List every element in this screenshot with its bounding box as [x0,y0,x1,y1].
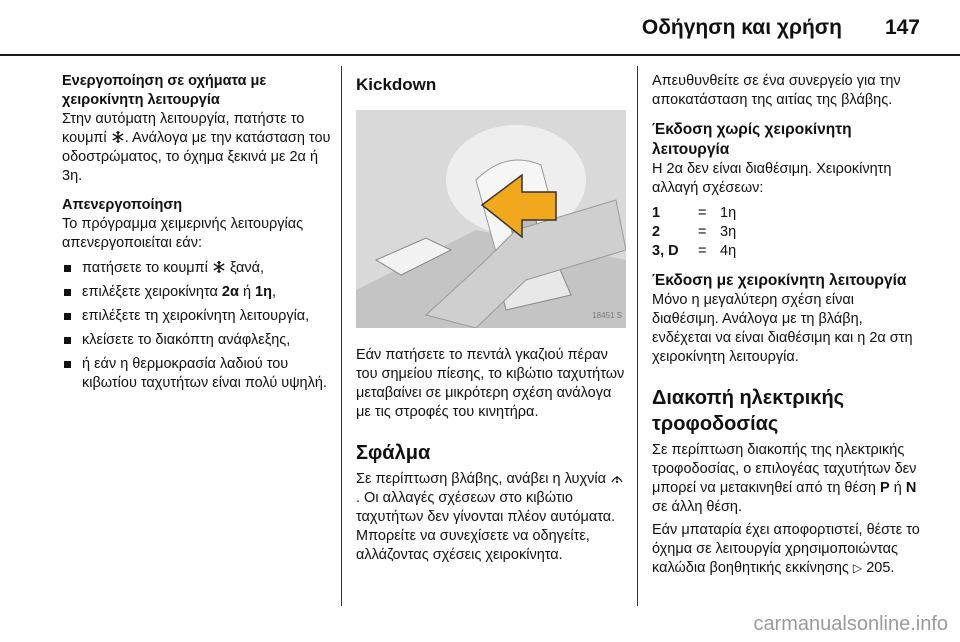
paragraph: Η 2α δεν είναι διαθέσιμη. Χειροκίνητη αλλαγή σχέσεων: [652,161,892,196]
gear-table [652,204,736,261]
snowflake-icon [212,260,226,274]
table-row: 3, D = 4η [652,243,737,259]
section-heading: Έκδοση χωρίς χειροκίνητη λειτουργία [652,121,852,158]
pedal-drawing [356,110,626,328]
column-2 [356,72,626,565]
section-heading: Απενεργοποίηση [62,197,183,213]
paragraph: Εάν πατήσετε το πεντάλ γκαζιού πέραν του σημείου πίεσης, το κιβώτιο ταχυτήτων μεταβαίνει σε μικρότερη σχέση ανάλογα με τις στροφές του κινητήρα. [356,347,625,420]
table-row: 2 = 3η [652,224,737,240]
column-1 [62,72,338,398]
bullet-list [62,259,338,393]
page-reference[interactable]: 205. [866,560,895,576]
list-item: επιλέξετε χειροκίνητα 2α ή 1η, [62,283,338,302]
paragraph: Στην αυτόματη λειτουργία, πατήστε το κουμπί . Ανάλογα με την κατάσταση του οδοστρώματος, το όχημα ξεκινά με 2α ή 3η. [62,111,331,184]
column-3 [652,72,922,578]
chapter-title: Οδήγηση και χρήση [641,16,842,39]
section-heading: Διακοπή ηλεκτρικής τροφοδοσίας [652,387,845,435]
paragraph: Απευθυνθείτε σε ένα συνεργείο για την αποκατάσταση της αιτίας της βλάβης. [652,73,901,108]
table-row: 1 = 1η [652,205,737,221]
gearbox-warning-icon [610,471,624,485]
section-heading: Έκδοση με χειροκίνητη λειτουργία [652,272,907,289]
header-rule [0,54,960,56]
section-heading: Σφάλμα [356,442,431,464]
section-heading: Kickdown [356,75,437,94]
paragraph: Το πρόγραμμα χειμερινής λειτουργίας απενεργοποιείται εάν: [62,216,304,251]
column-divider [341,66,342,606]
list-item: πατήσετε το κουμπί ξανά, [62,259,338,278]
column-divider [637,66,638,606]
paragraph: Σε περίπτωση διακοπής της ηλεκτρικής τροφοδοσίας, ο επιλογέας ταχυτήτων δεν μπορεί να μετακινηθεί από τη θέση P ή N σε άλλη θέση. [652,442,917,515]
figure-label: 18451 S [592,311,622,320]
page-reference-icon[interactable]: ▷ [852,561,863,575]
page-number: 147 [884,16,920,39]
paragraph: Σε περίπτωση βλάβης, ανάβει η λυχνία . Οι αλλαγές σχέσεων στο κιβώτιο ταχυτήτων δεν γίνονται πλέον αυτόματα. Μπορείτε να συνεχίσετε να οδηγείτε, αλλάζοντας σχέσεις χειροκίνητα. [356,470,626,565]
list-item: κλείσετε το διακόπτη ανάφλεξης, [62,331,338,350]
section-heading: Ενεργοποίηση σε οχήματα με χειροκίνητη λειτουργία [62,73,267,108]
watermark: carmanualsonline.info [753,613,948,635]
kickdown-illustration [356,110,626,328]
snowflake-icon [111,130,125,144]
paragraph: Εάν μπαταρία έχει αποφορτιστεί, θέστε το όχημα σε λειτουργία χρησιμοποιώντας καλώδια βοηθητικής εκκίνησης ▷ 205. [652,522,920,576]
paragraph: Μόνο η μεγαλύτερη σχέση είναι διαθέσιμη. Ανάλογα με τη βλάβη, ενδέχεται να είναι διαθέσιμη και η 2α στη χειροκίνητη λειτουργία. [652,292,913,365]
list-item: ή εάν η θερμοκρασία λαδιού του κιβωτίου ταχυτήτων είναι πολύ υψηλή. [62,355,338,393]
page-header [0,0,960,52]
list-item: επιλέξετε τη χειροκίνητη λειτουργία, [62,307,338,326]
